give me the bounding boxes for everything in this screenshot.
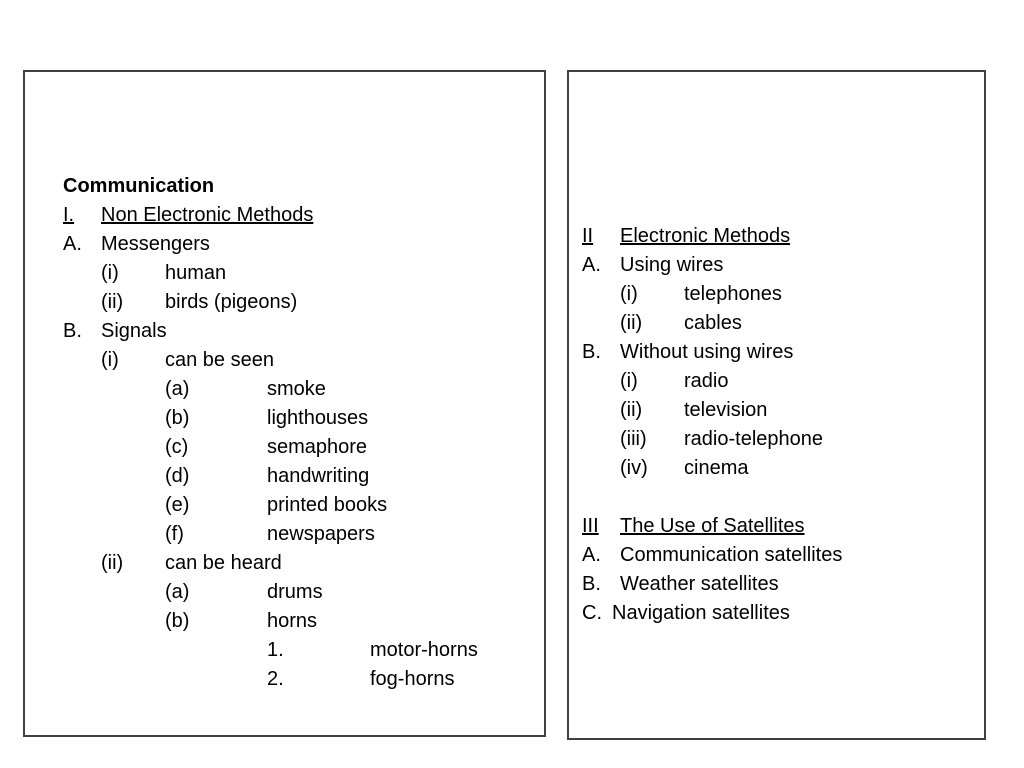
satellite-item-number: C.: [582, 602, 602, 624]
section-2-heading: Electronic Methods: [620, 225, 791, 247]
seen-item-label: newspapers: [267, 523, 375, 545]
item-a-i-number: (i): [101, 262, 119, 284]
satellite-item-number: B.: [582, 573, 601, 595]
wireless-sub-label: television: [684, 399, 768, 421]
satellite-item-label: Communication satellites: [620, 544, 843, 566]
heard-item-number: (b): [165, 610, 190, 632]
seen-item-label: semaphore: [267, 436, 368, 458]
seen-item-label: lighthouses: [267, 407, 369, 429]
wireless-sub-number: (iv): [620, 457, 648, 479]
satellite-item-label: Weather satellites: [620, 573, 779, 595]
item-b-i-label: can be seen: [165, 349, 274, 371]
item-b-number: B.: [63, 320, 82, 342]
satellite-item-number: A.: [582, 544, 601, 566]
wireless-sub-label: radio-telephone: [684, 428, 823, 450]
heard-item-label: drums: [267, 581, 323, 603]
seen-item-label: smoke: [267, 378, 326, 400]
heard-item-number: (a): [165, 581, 190, 603]
satellite-item-label: Navigation satellites: [612, 602, 790, 624]
item-b-ii-number: (ii): [101, 552, 124, 574]
wireless-item-number: B.: [582, 341, 601, 363]
left-outline-panel: [23, 70, 546, 737]
item-b-label: Signals: [101, 320, 167, 342]
seen-item-number: (b): [165, 407, 190, 429]
wired-item-label: cables: [684, 312, 742, 334]
wireless-sub-number: (i): [620, 370, 638, 392]
heard-item-label: horns: [267, 610, 318, 632]
seen-item-number: (a): [165, 378, 190, 400]
section-1-number: I.: [63, 204, 75, 226]
seen-item-number: (e): [165, 494, 190, 516]
item-a-ii-number: (ii): [101, 291, 124, 313]
section-3-heading: The Use of Satellites: [620, 515, 805, 537]
wires-item-label: Using wires: [620, 254, 724, 276]
item-b-ii-label: can be heard: [165, 552, 282, 574]
wireless-sub-number: (ii): [620, 399, 643, 421]
outline-title: Communication: [63, 175, 215, 197]
seen-item-number: (c): [165, 436, 189, 458]
horn-item-label: motor-horns: [370, 639, 478, 661]
wireless-sub-label: cinema: [684, 457, 749, 479]
section-3-number: III: [582, 515, 599, 537]
item-a-number: A.: [63, 233, 82, 255]
seen-item-label: handwriting: [267, 465, 370, 487]
item-b-i-number: (i): [101, 349, 119, 371]
horn-item-number: 1.: [267, 639, 284, 661]
item-a-label: Messengers: [101, 233, 210, 255]
wired-item-number: (ii): [620, 312, 643, 334]
seen-item-label: printed books: [267, 494, 388, 516]
seen-item-number: (f): [165, 523, 184, 545]
horn-item-label: fog-horns: [370, 668, 455, 690]
item-a-i-label: human: [165, 262, 227, 284]
item-a-ii-label: birds (pigeons): [165, 291, 298, 313]
wires-item-number: A.: [582, 254, 601, 276]
wireless-item-label: Without using wires: [620, 341, 794, 363]
horn-item-number: 2.: [267, 668, 284, 690]
wireless-sub-label: radio: [684, 370, 729, 392]
section-2-number: II: [582, 225, 594, 247]
wired-item-number: (i): [620, 283, 638, 305]
wired-item-label: telephones: [684, 283, 782, 305]
seen-item-number: (d): [165, 465, 190, 487]
wireless-sub-number: (iii): [620, 428, 647, 450]
section-1-heading: Non Electronic Methods: [101, 204, 314, 226]
